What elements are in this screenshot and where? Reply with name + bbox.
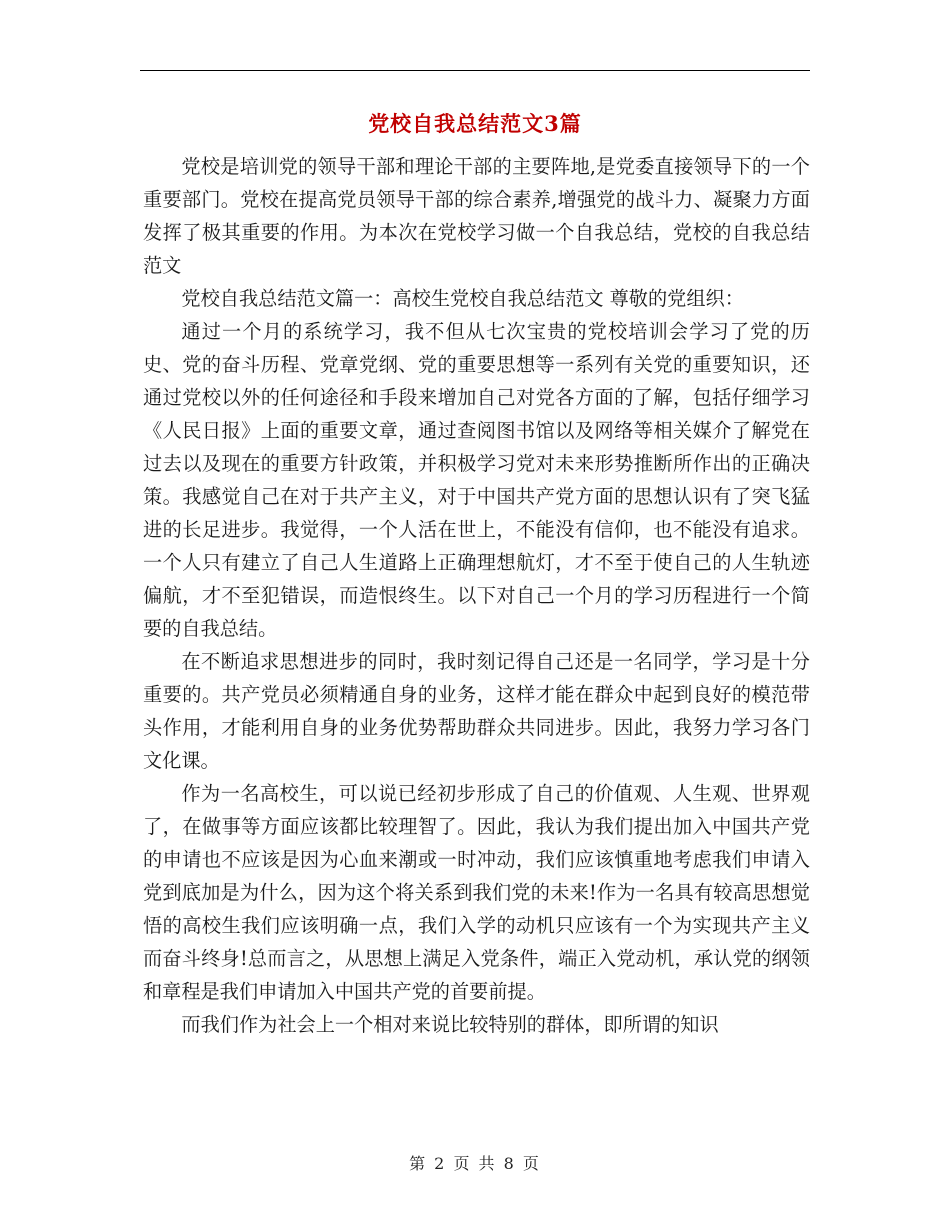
body-paragraph-4: 而我们作为社会上一个相对来说比较特别的群体，即所谓的知识 [181,1013,719,1036]
body-paragraph-3: 作为一名高校生，可以说已经初步形成了自己的价值观、人生观、世界观了，在做事等方面应该都比较理智了。因此，我认为我们提出加入中国共产党的申请也不应该是因为心血来潮或一时冲动，我们应该慎重地考虑我们申请入党到底加是为什么，因为这个将关系到我们党的未来!作为一名具有较高思想觉悟的高校生我们应该明确一点，我们入学的动机只应该有一个为实现共产主义而奋斗终身!总而言之，从思想上满足入党条件，端正入党动机，承认党的纲领和章程是我们申请加入中国共产党的首要前提。 [143,782,810,1003]
section-heading: 党校自我总结范文篇一：高校生党校自我总结范文 尊敬的党组织： [181,287,744,310]
page-indicator: 第 2 页 共 8 页 [409,1154,541,1173]
body-paragraph-1: 通过一个月的系统学习，我不但从七次宝贵的党校培训会学习了党的历史、党的奋斗历程、党章党纲、党的重要思想等一系列有关党的重要知识，还通过党校以外的任何途径和手段来增加自己对党各方面的了解，包括仔细学习《人民日报》上面的重要文章，通过查阅图书馆以及网络等相关媒介了解党在过去以及现在的重要方针政策，并积极学习党对未来形势推断所作出的正确决策。我感觉自己在对于共产主义，对于中国共产党方面的思想认识有了突飞猛进的长足进步。我觉得，一个人活在世上，不能没有信仰，也不能没有追求。一个人只有建立了自己人生道路上正确理想航灯，才不至于使自己的人生轨迹偏航，才不至犯错误，而造恨终生。以下对自己一个月的学习历程进行一个简要的自我总结。 [143,320,810,640]
header-rule [140,70,810,71]
document-body [143,150,810,1041]
body-paragraph-2: 在不断追求思想进步的同时，我时刻记得自己还是一名同学，学习是十分重要的。共产党员必须精通自身的业务，这样才能在群众中起到良好的模范带头作用，才能利用自身的业务优势帮助群众共同进步。因此，我努力学习各门文化课。 [143,650,810,772]
intro-paragraph: 党校是培训党的领导干部和理论干部的主要阵地,是党委直接领导下的一个重要部门。党校在提高党员领导干部的综合素养,增强党的战斗力、凝聚力方面发挥了极其重要的作用。为本次在党校学习做一个自我总结，党校的自我总结范文 [143,155,810,277]
document-title: 党校自我总结范文3篇 [368,111,582,136]
